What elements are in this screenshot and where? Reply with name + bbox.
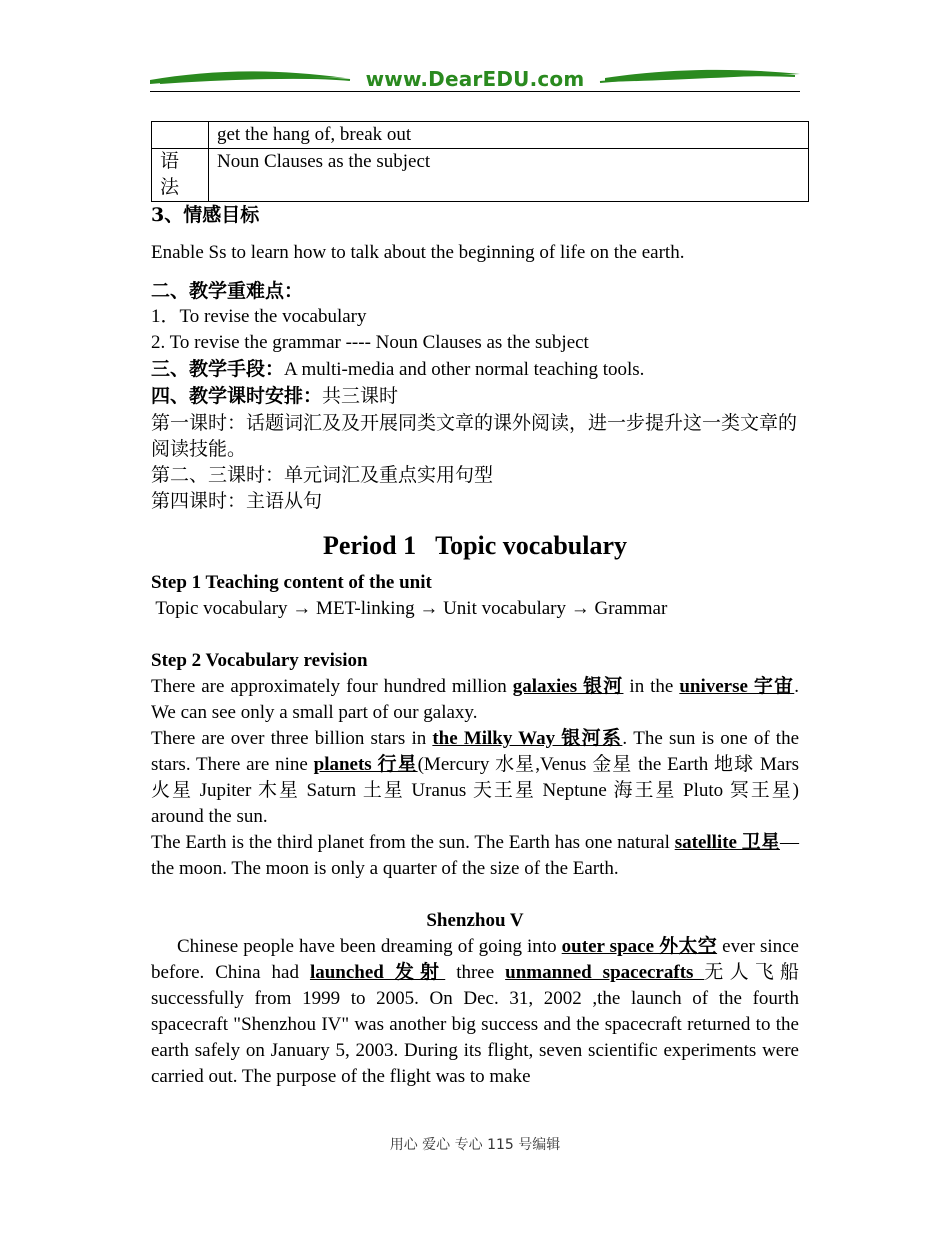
text-run: three xyxy=(445,962,506,983)
text-run: . We can see only a small part of our galaxy. xyxy=(151,676,800,723)
text-run: The Earth is the third planet from the sun. The Earth has one natural xyxy=(151,832,675,853)
paragraph xyxy=(151,356,799,383)
header-divider xyxy=(150,91,800,92)
spacer xyxy=(151,622,799,648)
list-item: 2. To revise the grammar ---- Noun Clauses as the subject xyxy=(151,332,589,353)
page-footer: 用心 爱心 专心 115 号编辑 xyxy=(389,1137,561,1153)
table-row xyxy=(152,122,809,149)
table-cell-text: Noun Clauses as the subject xyxy=(209,149,809,202)
header-banner xyxy=(150,66,800,94)
keyword: planets 行星 xyxy=(313,754,418,775)
paragraph xyxy=(151,726,799,830)
text-run: There are approximately four hundred million xyxy=(151,676,513,697)
paragraph: 第四课时：主语从句 xyxy=(151,490,323,512)
text-run: . The sun is one of the stars. There are nine xyxy=(151,728,799,775)
table-cell-text: get the hang of, break out xyxy=(209,122,809,149)
keyword: universe 宇宙 xyxy=(679,676,795,697)
paragraph: Topic vocabulary → MET-linking → Unit vocabulary → Grammar xyxy=(151,598,668,619)
table-cell-label: 语 法 xyxy=(152,149,209,202)
paragraph: 第一课时：话题词汇及及开展同类文章的课外阅读，进一步提升这一类文章的阅读技能。 xyxy=(151,412,798,460)
page-title: Period 1 Topic vocabulary xyxy=(322,531,628,560)
table-cell-label xyxy=(152,122,209,149)
paragraph xyxy=(151,830,799,882)
spacer xyxy=(151,266,799,278)
section-text: 共三课时 xyxy=(322,385,399,407)
keyword: galaxies 银河 xyxy=(512,676,624,697)
section-label: 三、教学手段： xyxy=(151,358,285,380)
keyword: unmanned spacecrafts xyxy=(505,962,705,983)
step-heading: Step 2 Vocabulary revision xyxy=(151,650,368,671)
spacer xyxy=(151,882,799,908)
table-row xyxy=(152,149,809,202)
step-heading: Step 1 Teaching content of the unit xyxy=(151,572,432,593)
paragraph xyxy=(151,934,799,1090)
vocabulary-table xyxy=(151,121,809,202)
text-run: in the xyxy=(623,676,680,697)
keyword: satellite 卫星 xyxy=(674,832,780,853)
section-text: A multi-media and other normal teaching tools. xyxy=(284,359,645,380)
section-heading: 二、教学重难点： xyxy=(151,280,304,302)
main-content xyxy=(151,121,799,1090)
keyword: the Milky Way 银河系 xyxy=(432,728,623,749)
site-title: www.DearEDU.com xyxy=(365,67,585,91)
article-title: Shenzhou V xyxy=(426,910,524,931)
paragraph xyxy=(151,383,799,410)
keyword: launched 发射 xyxy=(309,962,446,983)
list-item: 1．To revise the vocabulary xyxy=(151,306,367,327)
text-run: ever since before. China had xyxy=(151,936,799,983)
section-label: 四、教学课时安排： xyxy=(151,385,323,407)
keyword: outer space 外太空 xyxy=(561,936,718,957)
text-run: There are over three billion stars in xyxy=(151,728,433,749)
paragraph: Enable Ss to learn how to talk about the beginning of life on the earth. xyxy=(151,242,685,263)
spacer xyxy=(151,228,799,240)
paragraph: 第二、三课时：单元词汇及重点实用句型 xyxy=(151,464,494,486)
paragraph xyxy=(151,674,799,726)
text-run: 无人飞船 successfully from 1999 to 2005. On Dec. 31, 2002 ,the launch of the fourth spacecraft "Shenzhou IV" was another big success and the spacecraft returned to the earth safely on January 5, 2003. During its flight, seven scientific experiments were carried out. The purpose of the flight was to make xyxy=(151,962,799,1087)
section-heading: 3、情感目标 xyxy=(151,204,260,226)
text-run: (Mercury 水星,Venus 金星 the Earth 地球 Mars 火星 Jupiter 木星 Saturn 土星 Uranus 天王星 Neptune 海王星 Pluto 冥王星) around the sun. xyxy=(151,754,799,827)
text-run: —the moon. The moon is only a quarter of the size of the Earth. xyxy=(151,832,799,879)
text-run: Chinese people have been dreaming of going into xyxy=(177,936,562,957)
